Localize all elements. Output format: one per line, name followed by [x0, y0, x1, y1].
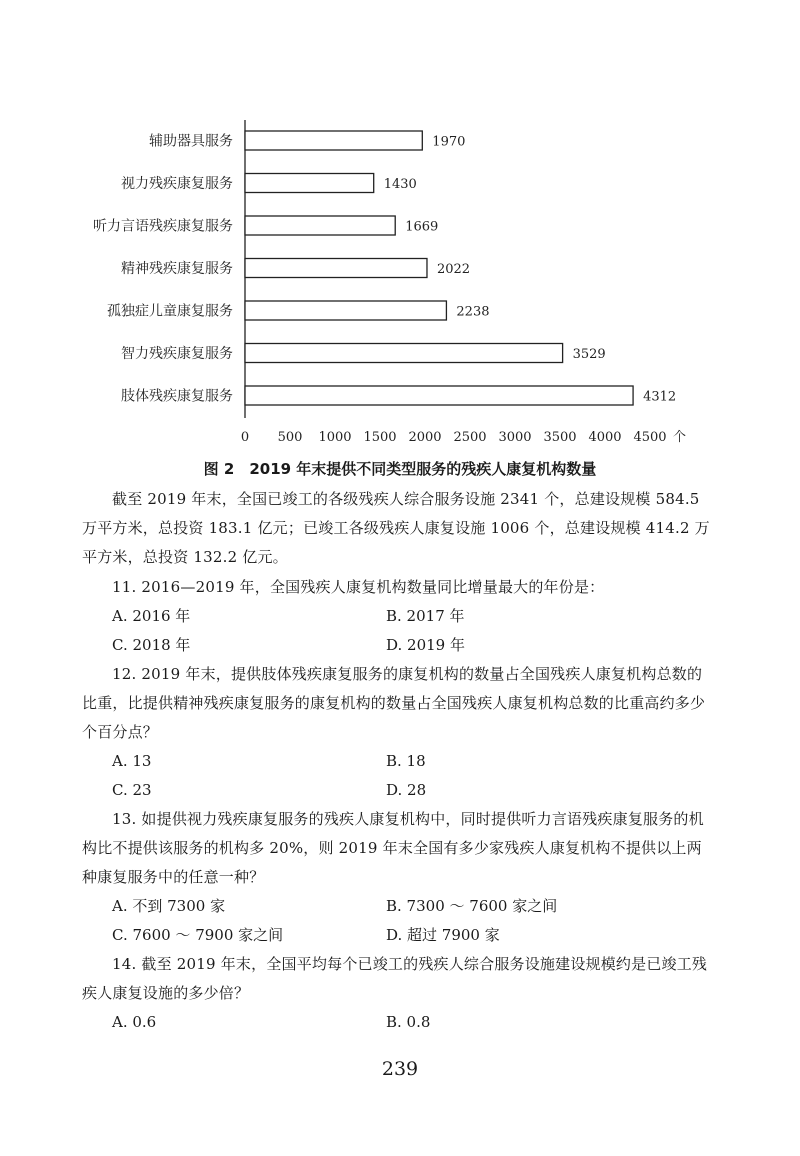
value-label-2: 1430 — [383, 177, 417, 192]
value-label-3: 1669 — [405, 219, 439, 235]
intro-paragraph: 截至 2019 年末，全国已竣工的各级残疾人综合服务设施 2341 个，总建设规模 584.5 万平方米，总投资 183.1 亿元；已竣工各级残疾人康复设施 1006 个，总建设规模 414.2 万平方米，总投资 132.2 亿元。 — [82, 490, 710, 566]
bar-1 — [245, 131, 422, 150]
question-14-stem: 14. 截至 2019 年末，全国平均每个已竣工的残疾人综合服务设施建设规模约是已竣工残疾人康复设施的多少倍？ — [82, 955, 708, 1002]
x-tick-label-3000: 3000 — [498, 430, 532, 445]
x-tick-label-4500: 4500 — [633, 430, 667, 445]
x-tick-label-1000: 1000 — [318, 430, 352, 445]
category-label-7: 肢体残疾康复服务 — [121, 388, 233, 405]
q13-option-b[interactable]: B. 7300 ～ 7600 家之间 — [386, 897, 558, 915]
question-12-stem: 12. 2019 年末，提供肢体残疾康复服务的康复机构的数量占全国残疾人康复机构总数的比重，比提供精神残疾康复服务的康复机构的数量占全国残疾人康复机构总数的比重高约多少个百分点？ — [82, 665, 706, 741]
x-tick-label-0: 0 — [240, 430, 250, 445]
bar-4 — [245, 259, 427, 278]
q12-option-d[interactable]: D. 28 — [386, 781, 427, 799]
question-13-stem: 13. 如提供视力残疾康复服务的残疾人康复机构中，同时提供听力言语残疾康复服务的机构比不提供该服务的机构多 20%，则 2019 年末全国有多少家残疾人康复机构不提供以上两种康复服务中的任意一种？ — [82, 810, 704, 886]
q11-option-c[interactable]: C. 2018 年 — [112, 636, 191, 654]
category-label-5: 孤独症儿童康复服务 — [107, 303, 233, 320]
q12-option-b[interactable]: B. 18 — [386, 752, 426, 770]
value-label-6: 3529 — [572, 347, 606, 362]
question-11-stem: 11. 2016—2019 年，全国残疾人康复机构数量同比增量最大的年份是： — [112, 578, 605, 596]
q14-option-a[interactable]: A. 0.6 — [112, 1013, 157, 1031]
bar-3 — [245, 216, 395, 235]
q11-option-a[interactable]: A. 2016 年 — [112, 607, 191, 625]
value-label-4: 2022 — [436, 262, 471, 277]
value-label-7: 4312 — [643, 389, 677, 405]
category-label-1: 辅助器具服务 — [149, 133, 233, 150]
category-label-2: 视力残疾康复服务 — [121, 176, 233, 192]
q12-option-a[interactable]: A. 13 — [112, 752, 152, 770]
page-number: 239 — [381, 1058, 419, 1080]
q13-option-d[interactable]: D. 超过 7900 家 — [386, 926, 500, 944]
q11-option-b[interactable]: B. 2017 年 — [386, 607, 465, 625]
x-axis-unit: 个 — [673, 430, 687, 445]
q11-option-d[interactable]: D. 2019 年 — [386, 636, 465, 654]
bar-6 — [245, 344, 563, 363]
q13-option-a[interactable]: A. 不到 7300 家 — [112, 897, 226, 915]
bar-7 — [245, 386, 633, 405]
category-label-6: 智力残疾康复服务 — [121, 346, 233, 362]
x-tick-label-4000: 4000 — [588, 430, 622, 445]
x-tick-label-3500: 3500 — [543, 430, 577, 445]
value-label-1: 1970 — [432, 134, 466, 150]
value-label-5: 2238 — [456, 304, 490, 320]
bar-chart — [0, 0, 800, 458]
bar-2 — [245, 174, 374, 193]
x-tick-label-1500: 1500 — [363, 430, 397, 445]
x-tick-label-500: 500 — [277, 430, 303, 445]
q12-option-c[interactable]: C. 23 — [112, 781, 152, 799]
bar-5 — [245, 301, 446, 320]
category-label-4: 精神残疾康复服务 — [121, 261, 233, 277]
q13-option-c[interactable]: C. 7600 ～ 7900 家之间 — [112, 926, 284, 944]
category-label-3: 听力言语残疾康复服务 — [93, 218, 233, 235]
figure-caption: 图 2 2019 年末提供不同类型服务的残疾人康复机构数量 — [203, 460, 597, 478]
x-tick-label-2000: 2000 — [408, 430, 442, 445]
x-tick-label-2500: 2500 — [453, 430, 487, 445]
q14-option-b[interactable]: B. 0.8 — [386, 1013, 431, 1031]
